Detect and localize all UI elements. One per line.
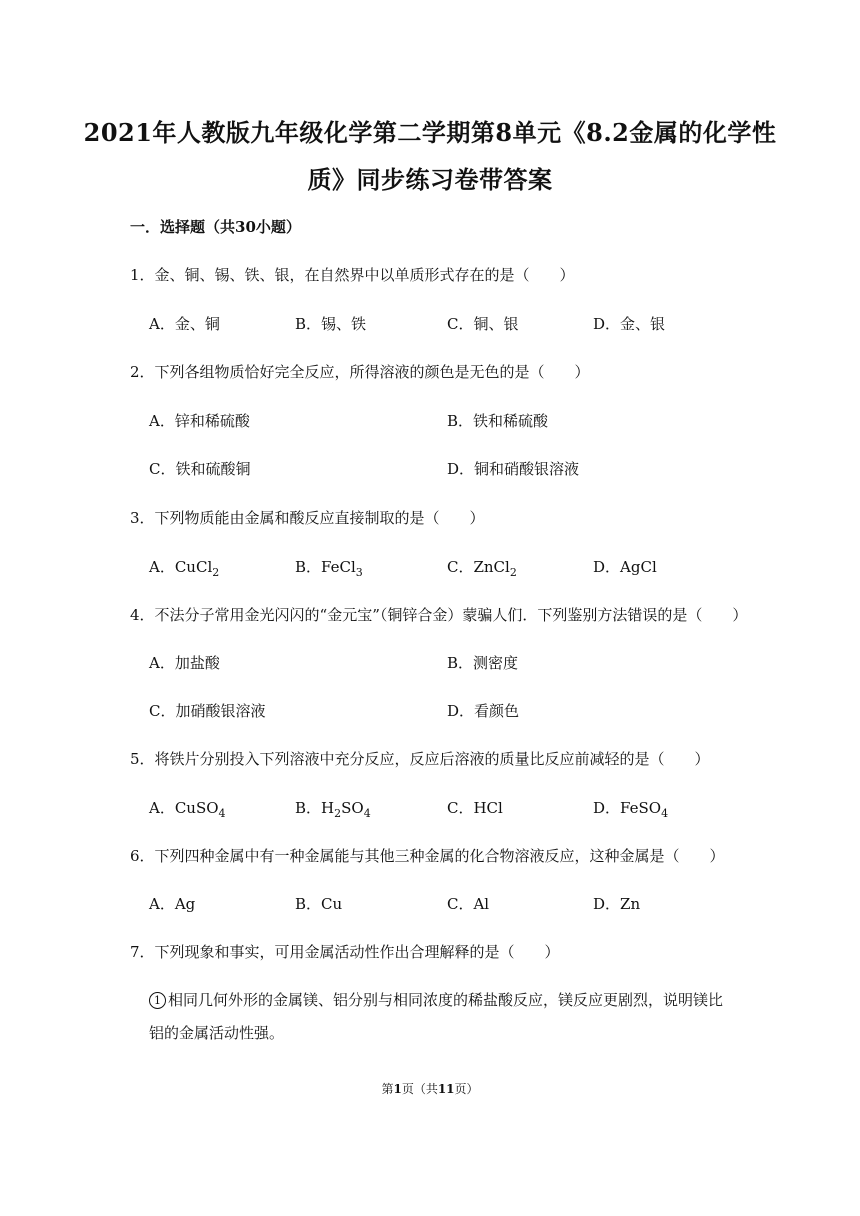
question-7-item-1-continued: 铝的金属活动性强。 (149, 1024, 285, 1042)
question-5-option-a: A．CuSO$_4$ (149, 799, 226, 820)
question-3-option-c: C．ZnCl$_2$ (447, 558, 517, 579)
section-heading: 一．选择题（共30小题） (130, 218, 301, 236)
question-6-option-a: A．Ag (149, 895, 196, 913)
question-5-stem: 5．将铁片分别投入下列溶液中充分反应，反应后溶液的质量比反应前减轻的是（ ） (130, 750, 710, 768)
question-4-option-c: C．加硝酸银溶液 (149, 702, 266, 720)
question-1-stem: 1．金、铜、锡、铁、银，在自然界中以单质形式存在的是（ ） (130, 266, 575, 284)
question-4-option-a: A．加盐酸 (149, 654, 220, 672)
circled-number-icon: 1 (149, 992, 166, 1009)
question-3-option-d: D．AgCl (593, 558, 657, 576)
question-1-option-d: D．金、银 (593, 315, 666, 333)
question-5-option-d: D．FeSO$_4$ (593, 799, 669, 820)
question-4-stem: 4．不法分子常用金光闪闪的“金元宝”（铜锌合金）蒙骗人们．下列鉴别方法错误的是（ ） (130, 606, 748, 624)
document-title-line1: 2021年人教版九年级化学第二学期第8单元《8.2金属的化学性 (83, 118, 777, 147)
question-2-option-c: C．铁和硫酸铜 (149, 460, 251, 478)
document-title-line2: 质》同步练习卷带答案 (307, 165, 553, 194)
question-6-option-c: C．Al (447, 895, 490, 913)
question-2-stem: 2．下列各组物质恰好完全反应，所得溶液的颜色是无色的是（ ） (130, 363, 590, 381)
question-6-option-d: D．Zn (593, 895, 641, 913)
page-footer: 第1页（共11页） (381, 1082, 479, 1096)
question-6-stem: 6．下列四种金属中有一种金属能与其他三种金属的化合物溶液反应，这种金属是（ ） (130, 847, 725, 865)
question-4-option-d: D．看颜色 (447, 702, 520, 720)
question-1-option-a: A．金、铜 (149, 315, 220, 333)
question-1-option-c: C．铜、银 (447, 315, 519, 333)
question-2-option-d: D．铜和硝酸银溶液 (447, 460, 580, 478)
question-3-option-a: A．CuCl$_2$ (149, 558, 220, 579)
question-6-option-b: B．Cu (295, 895, 343, 913)
question-3-stem: 3．下列物质能由金属和酸反应直接制取的是（ ） (130, 509, 485, 527)
question-2-option-a: A．锌和稀硫酸 (149, 412, 250, 430)
question-3-option-b: B．FeCl$_3$ (295, 558, 363, 579)
question-2-option-b: B．铁和稀硫酸 (447, 412, 549, 430)
question-5-option-c: C．HCl (447, 799, 503, 817)
question-4-option-b: B．测密度 (447, 654, 519, 672)
question-5-option-b: B．$H_2SO_4$ (295, 799, 371, 820)
question-7-item-1: 1 相同几何外形的金属镁、铝分别与相同浓度的稀盐酸反应，镁反应更剧烈，说明镁比 (149, 989, 723, 1010)
question-7-stem: 7．下列现象和事实，可用金属活动性作出合理解释的是（ ） (130, 943, 560, 961)
question-1-option-b: B．锡、铁 (295, 315, 367, 333)
